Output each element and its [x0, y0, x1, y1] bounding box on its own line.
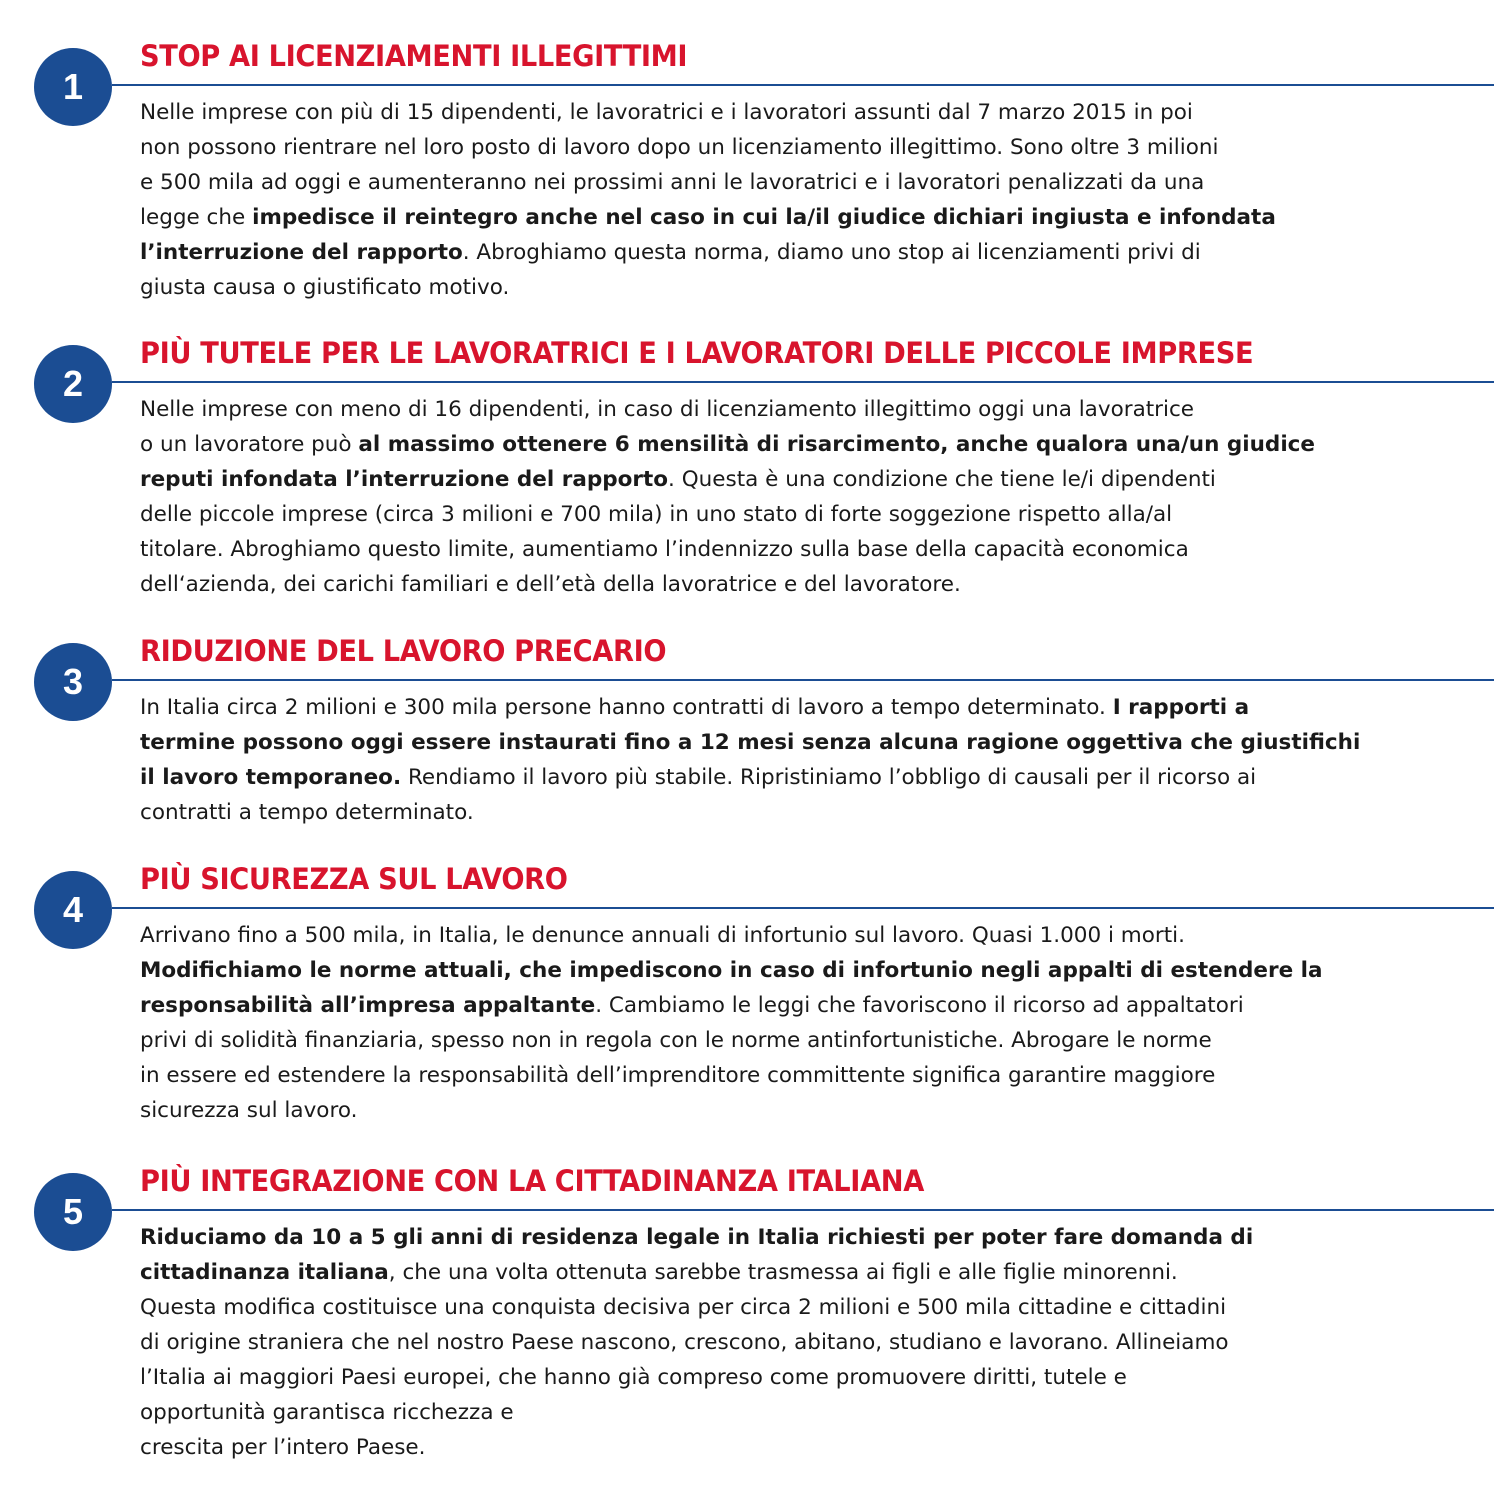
body-bold-run: termine possono oggi essere instaurati fino a 12 mesi senza alcuna ragione oggettiva che giustifichi	[140, 730, 1361, 755]
body-text-run: . Abroghiamo questa norma, diamo uno stop ai licenziamenti privi di	[462, 240, 1201, 265]
body-line: Nelle imprese con più di 15 dipendenti, le lavoratrici e i lavoratori assunti dal 7 marzo 2015 in poi	[140, 100, 1193, 125]
body-line: contratti a tempo determinato.	[140, 800, 474, 825]
section-body	[140, 918, 1470, 1128]
section-body	[140, 1220, 1470, 1465]
body-text-run: o un lavoratore può	[140, 432, 359, 457]
section-title: PIÙ TUTELE PER LE LAVORATRICI E I LAVORATORI DELLE PICCOLE IMPRESE	[140, 336, 1254, 370]
body-bold-run: reputi infondata l’interruzione del rapporto	[140, 467, 669, 492]
section-divider	[112, 1209, 1494, 1211]
body-line: titolare. Abroghiamo questo limite, aumentiamo l’indennizzo sulla base della capacità economica	[140, 537, 1189, 562]
body-bold-run: Modifichiamo le norme attuali, che impediscono in caso di infortunio negli appalti di estendere la	[140, 958, 1323, 983]
body-line: Arrivano fino a 500 mila, in Italia, le denunce annuali di infortunio sul lavoro. Quasi 1.000 i morti.	[140, 923, 1185, 948]
body-line	[140, 1220, 1470, 1255]
body-text-run: legge che	[140, 205, 253, 230]
body-bold-run: impedisce il reintegro anche nel caso in cui la/il giudice dichiari ingiusta e infondata	[252, 205, 1276, 230]
body-bold-run: il lavoro temporaneo.	[140, 765, 402, 790]
body-line	[140, 1255, 1470, 1290]
body-bold-run: Riduciamo da 10 a 5 gli anni di residenza legale in Italia richiesti per poter fare domanda di	[140, 1225, 1254, 1250]
section-title: PIÙ SICUREZZA SUL LAVORO	[140, 862, 568, 896]
section-number-badge: 4	[34, 871, 112, 949]
section-title: STOP AI LICENZIAMENTI ILLEGITTIMI	[140, 39, 688, 73]
body-text-run: . Questa è una condizione che tiene le/i dipendenti	[668, 467, 1216, 492]
body-line: l’Italia ai maggiori Paesi europei, che hanno già compreso come promuovere diritti, tutele e	[140, 1365, 1127, 1390]
section-number-badge: 3	[34, 643, 112, 721]
body-text-run: . Cambiamo le leggi che favoriscono il ricorso ad appaltatori	[595, 993, 1244, 1018]
section-divider	[112, 679, 1494, 681]
body-bold-run: cittadinanza italiana	[140, 1260, 389, 1285]
body-line: delle piccole imprese (circa 3 milioni e 700 mila) in uno stato di forte soggezione rispetto alla/al	[140, 502, 1173, 527]
section-body	[140, 690, 1470, 830]
body-line	[140, 760, 1470, 795]
body-line	[140, 725, 1470, 760]
body-line: non possono rientrare nel loro posto di lavoro dopo un licenziamento illegittimo. Sono oltre 3 milioni	[140, 135, 1219, 160]
body-line: sicurezza sul lavoro.	[140, 1098, 358, 1123]
section-number-badge: 1	[34, 48, 112, 126]
body-line: Questa modifica costituisce una conquista decisiva per circa 2 milioni e 500 mila cittadine e cittadini	[140, 1295, 1227, 1320]
body-line	[140, 690, 1470, 725]
body-line	[140, 953, 1470, 988]
section-title: RIDUZIONE DEL LAVORO PRECARIO	[140, 634, 667, 668]
section-divider	[112, 84, 1494, 86]
body-bold-run: al massimo ottenere 6 mensilità di risarcimento, anche qualora una/un giudice	[358, 432, 1316, 457]
body-line	[140, 235, 1470, 270]
body-line	[140, 462, 1470, 497]
body-line	[140, 427, 1470, 462]
section-title: PIÙ INTEGRAZIONE CON LA CITTADINANZA ITALIANA	[140, 1164, 924, 1198]
body-bold-run: l’interruzione del rapporto	[140, 240, 463, 265]
body-line: privi di solidità finanziaria, spesso non in regola con le norme antinfortunistiche. Abrogare le norme	[140, 1028, 1212, 1053]
body-line: Nelle imprese con meno di 16 dipendenti, in caso di licenziamento illegittimo oggi una lavoratrice	[140, 397, 1195, 422]
body-line	[140, 988, 1470, 1023]
body-line: di origine straniera che nel nostro Paese nascono, crescono, abitano, studiano e lavorano. Allineiamo	[140, 1330, 1229, 1355]
body-line: opportunità garantisca ricchezza e	[140, 1400, 514, 1425]
body-text-run: , che una volta ottenuta sarebbe trasmessa ai figli e alle figlie minorenni.	[388, 1260, 1178, 1285]
body-bold-run: I rapporti a	[1112, 695, 1250, 720]
section-number-badge: 5	[34, 1173, 112, 1251]
body-line: dell‘azienda, dei carichi familiari e dell’età della lavoratrice e del lavoratore.	[140, 572, 961, 597]
section-divider	[112, 381, 1494, 383]
body-line: giusta causa o giustificato motivo.	[140, 275, 510, 300]
section-number-badge: 2	[34, 345, 112, 423]
body-line: crescita per l’intero Paese.	[140, 1435, 426, 1460]
section-body	[140, 95, 1470, 305]
body-bold-run: responsabilità all’impresa appaltante	[140, 993, 596, 1018]
section-divider	[112, 907, 1494, 909]
section-body	[140, 392, 1470, 602]
body-line	[140, 200, 1470, 235]
body-line: in essere ed estendere la responsabilità dell’imprenditore committente significa garantire maggiore	[140, 1063, 1216, 1088]
body-text-run: Rendiamo il lavoro più stabile. Ripristiniamo l’obbligo di causali per il ricorso ai	[401, 765, 1257, 790]
body-line: e 500 mila ad oggi e aumenteranno nei prossimi anni le lavoratrici e i lavoratori penalizzati da una	[140, 170, 1205, 195]
body-text-run: In Italia circa 2 milioni e 300 mila persone hanno contratti di lavoro a tempo determinato.	[140, 695, 1113, 720]
